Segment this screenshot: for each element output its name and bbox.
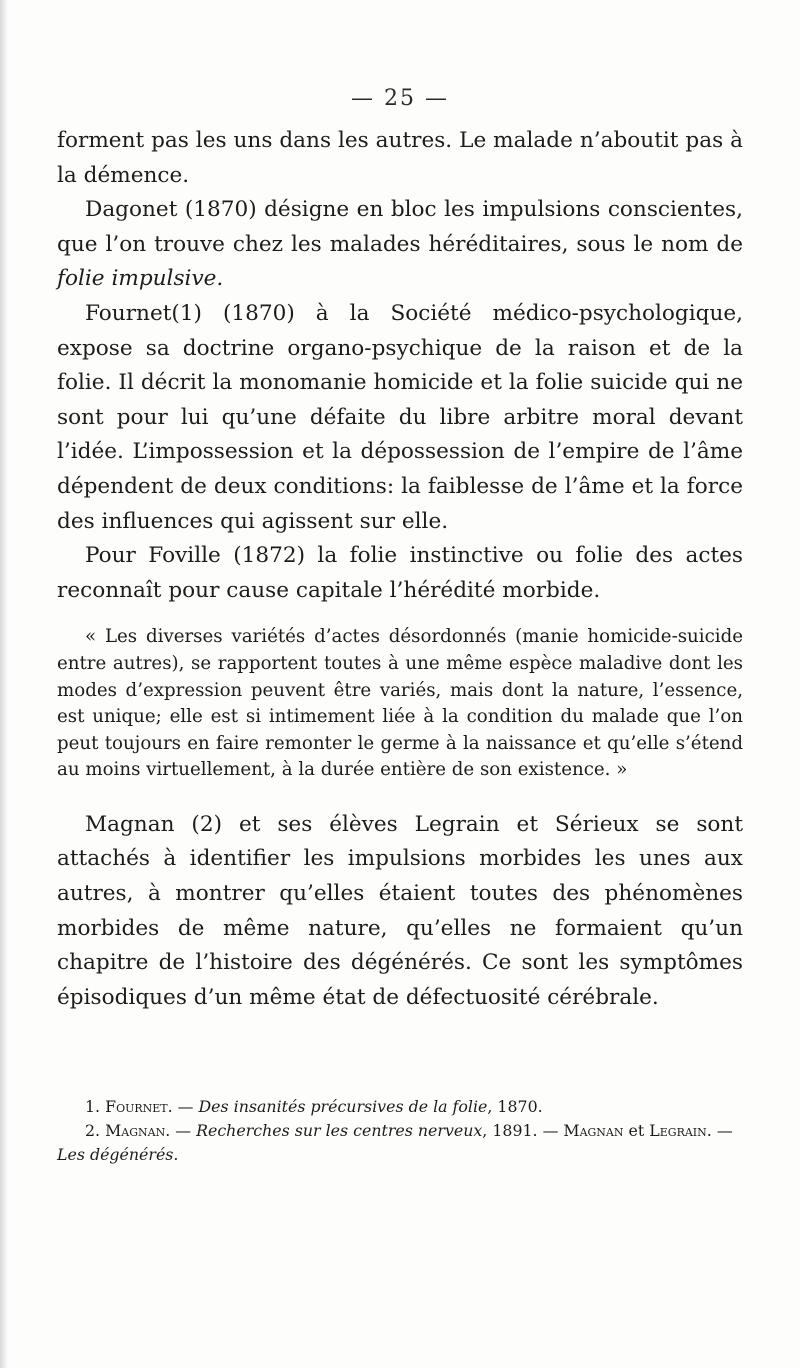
footnote-2-rest: , 1891. — — [482, 1121, 564, 1140]
paragraph-2-text: Dagonet (1870) désigne en bloc les impulsions conscientes, que l’on trouve chez les malades héréditaires, sous le nom de — [57, 197, 743, 257]
footnote-2-title: Recherches sur les centres nerveux — [196, 1121, 483, 1140]
footnote-1-title: Des insanités précursives de la folie — [198, 1097, 488, 1116]
footnote-2-author: Magnan. — [105, 1121, 171, 1140]
paragraph-3: Fournet(1) (1870) à la Société médico-psychologique, expose sa doctrine organo-psychique de la raison et de la folie. Il décrit la monomanie homicide et la folie suicide qui ne sont pour lui qu’une défaite du libre arbitre moral devant l’idée. L’impossession et la dépossession de l’empire de l’âme dépendent de deux conditions: la faiblesse de l’âme et la force des influences qui agissent sur elle. — [57, 300, 743, 534]
footnote-2-title-2: Les dégénérés — [57, 1145, 174, 1164]
spacer — [57, 608, 743, 624]
footnote-2-author-2: Magnan — [563, 1121, 624, 1140]
paragraph-1: forment pas les uns dans les autres. Le malade n’aboutit pas à la démence. — [57, 128, 743, 188]
footnote-2-dash: — — [170, 1121, 197, 1140]
page-binding-edge — [0, 0, 8, 1368]
footnote-2-end: . — [173, 1145, 179, 1164]
footnotes — [57, 1095, 743, 1167]
paragraph-4: Pour Foville (1872) la folie instinctive ou folie des actes reconnaît pour cause capitale l’hérédité morbide. — [57, 543, 743, 603]
footnote-2-dash-2: — — [711, 1121, 733, 1140]
paragraph-5: Magnan (2) et ses élèves Legrain et Sérieux se sont attachés à identifier les impulsions morbides les unes aux autres, à montrer qu’elles étaient toutes des phénomènes morbides de même nature, qu’elles ne formaient qu’un chapitre de l’histoire des dégénérés. Ce sont les symptômes épisodiques d’un même état de défectuosité cérébrale. — [57, 811, 743, 1010]
footnote-2 — [57, 1119, 743, 1167]
footnote-2-and: et — [623, 1121, 650, 1140]
paragraph-2 — [57, 193, 743, 297]
spacer — [57, 784, 743, 808]
footnote-2-author-3: Legrain. — [649, 1121, 712, 1140]
footnote-1-number: 1. — [85, 1097, 101, 1116]
quotation: « Les diverses variétés d’actes désordonnés (manie homicide-suicide entre autres), se rapportent toutes à une même espèce maladive dont les modes d’expression peuvent être variés, mais dont la nature, l’essence, est unique; elle est si intimement liée à la condition du malade que l’on peut toujours en faire remonter le germe à la naissance et qu’elle s’étend au moins virtuellement, à la durée entière de son existence. » — [57, 626, 743, 781]
footnote-2-number: 2. — [85, 1121, 101, 1140]
footnote-1-dash: — — [172, 1097, 199, 1116]
body-text — [57, 124, 743, 1015]
footnote-1-author: Fournet. — [105, 1097, 173, 1116]
page-number: — 25 — — [351, 86, 449, 111]
paragraph-2-italic-term: folie impulsive. — [57, 266, 224, 292]
footnote-1-rest: , 1870. — [487, 1097, 543, 1116]
footnote-1 — [57, 1095, 743, 1119]
